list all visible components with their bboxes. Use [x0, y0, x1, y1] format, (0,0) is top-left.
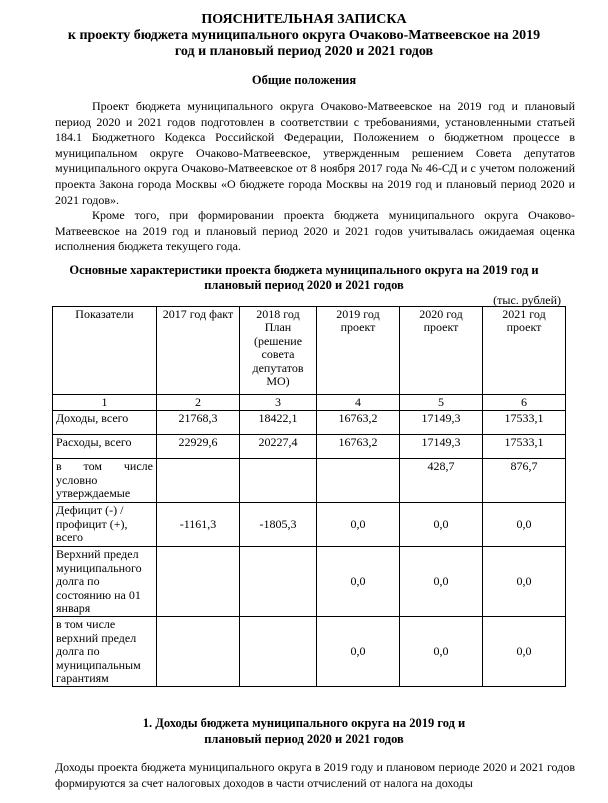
table-cell: -1805,3 — [240, 503, 317, 547]
table-cell — [317, 459, 400, 503]
table-cell: 428,7 — [400, 459, 483, 503]
table-row — [53, 547, 566, 617]
budget-table — [52, 306, 566, 687]
index-cell: 2 — [157, 395, 240, 411]
table-cell: 17533,1 — [483, 411, 566, 435]
header-cell: 2017 год факт — [157, 307, 240, 395]
index-cell: 4 — [317, 395, 400, 411]
index-cell: 5 — [400, 395, 483, 411]
table-cell: 20227,4 — [240, 435, 317, 459]
table-cell: -1161,3 — [157, 503, 240, 547]
table-cell: 0,0 — [483, 547, 566, 617]
table-title: Основные характеристики проекта бюджета муниципального округа на 2019 год и — [69, 263, 539, 277]
row-label: Расходы, всего — [53, 435, 157, 459]
table-cell: 876,7 — [483, 459, 566, 503]
row-label: Дефицит (-) / профицит (+), всего — [53, 503, 157, 547]
header-cell: 2020 год проект — [400, 307, 483, 395]
table-cell: 0,0 — [317, 547, 400, 617]
table-cell: 17149,3 — [400, 411, 483, 435]
index-cell: 6 — [483, 395, 566, 411]
paragraph-3: Доходы проекта бюджета муниципального округа в 2019 году и плановом периоде 2020 и 2021 годов формируются за счет налоговых доходов в части отчислений от налога на доходы — [55, 760, 575, 790]
index-cell: 3 — [240, 395, 317, 411]
units-label: (тыс. рублей) — [493, 293, 561, 307]
header-cell: 2018 год План (решение совета депутатов МО) — [240, 307, 317, 395]
table-cell: 21768,3 — [157, 411, 240, 435]
row-label: в том числе условно утверждаемые — [53, 459, 157, 503]
table-cell: 0,0 — [400, 547, 483, 617]
table-cell: 16763,2 — [317, 411, 400, 435]
row-label: Доходы, всего — [53, 411, 157, 435]
table-row — [53, 411, 566, 435]
table-cell: 17533,1 — [483, 435, 566, 459]
table-cell: 0,0 — [317, 503, 400, 547]
doc-title-line3: год и плановый период 2020 и 2021 годов — [174, 44, 434, 59]
section-1-heading-line2: плановый период 2020 и 2021 годов — [204, 732, 404, 746]
table-cell: 0,0 — [400, 617, 483, 687]
table-cell — [240, 617, 317, 687]
paragraph-1: Проект бюджета муниципального округа Очаково-Матвеевское на 2019 год и плановый период 2020 и 2021 годов подготовлен в соответствии с требованиями, установленными статьей 184.1 Бюджетного Кодекса Российской Федерации, Положением о бюджетном процессе в муниципальном округе Очаково-Матвеевское, утвержденным решением Совета депутатов муниципального округа Очаково-Матвеевское от 8 ноября 2017 года № 46-СД и с учетом положений проекта Закона города Москвы «О бюджете города Москвы на 2019 год и плановый период 2020 и 2021 годов». — [55, 99, 575, 207]
table-row — [53, 617, 566, 687]
table-row — [53, 435, 566, 459]
table-cell — [240, 459, 317, 503]
index-cell: 1 — [53, 395, 157, 411]
paragraph-2: Кроме того, при формировании проекта бюджета муниципального округа Очаково-Матвеевское на 2019 год и плановый период 2020 и 2021 годов учитывалась ожидаемая оценка исполнения бюджета текущего года. — [55, 208, 575, 254]
row-label: Верхний предел муниципального долга по состоянию на 01 января — [53, 547, 157, 617]
general-heading: Общие положения — [251, 73, 357, 87]
table-cell: 22929,6 — [157, 435, 240, 459]
table-cell: 0,0 — [400, 503, 483, 547]
table-cell: 0,0 — [317, 617, 400, 687]
table-title-line2: плановый период 2020 и 2021 годов — [204, 278, 404, 292]
doc-title: ПОЯСНИТЕЛЬНАЯ ЗАПИСКА — [201, 12, 407, 27]
table-cell: 17149,3 — [400, 435, 483, 459]
table-cell: 18422,1 — [240, 411, 317, 435]
table-row — [53, 503, 566, 547]
row-label: в том числе верхний предел долга по муниципальным гарантиям — [53, 617, 157, 687]
table-index-row — [53, 395, 566, 411]
table-cell — [240, 547, 317, 617]
table-cell — [157, 547, 240, 617]
table-cell — [157, 459, 240, 503]
doc-title-line2: к проекту бюджета муниципального округа Очаково-Матвеевское на 2019 — [67, 28, 541, 43]
table-cell: 0,0 — [483, 503, 566, 547]
header-cell: Показатели — [53, 307, 157, 395]
table-cell — [157, 617, 240, 687]
section-1-heading: 1. Доходы бюджета муниципального округа на 2019 год и — [142, 716, 466, 730]
table-cell: 0,0 — [483, 617, 566, 687]
header-cell: 2019 год проект — [317, 307, 400, 395]
table-row — [53, 459, 566, 503]
header-cell: 2021 год проект — [483, 307, 566, 395]
table-cell: 16763,2 — [317, 435, 400, 459]
table-header-row — [53, 307, 566, 395]
